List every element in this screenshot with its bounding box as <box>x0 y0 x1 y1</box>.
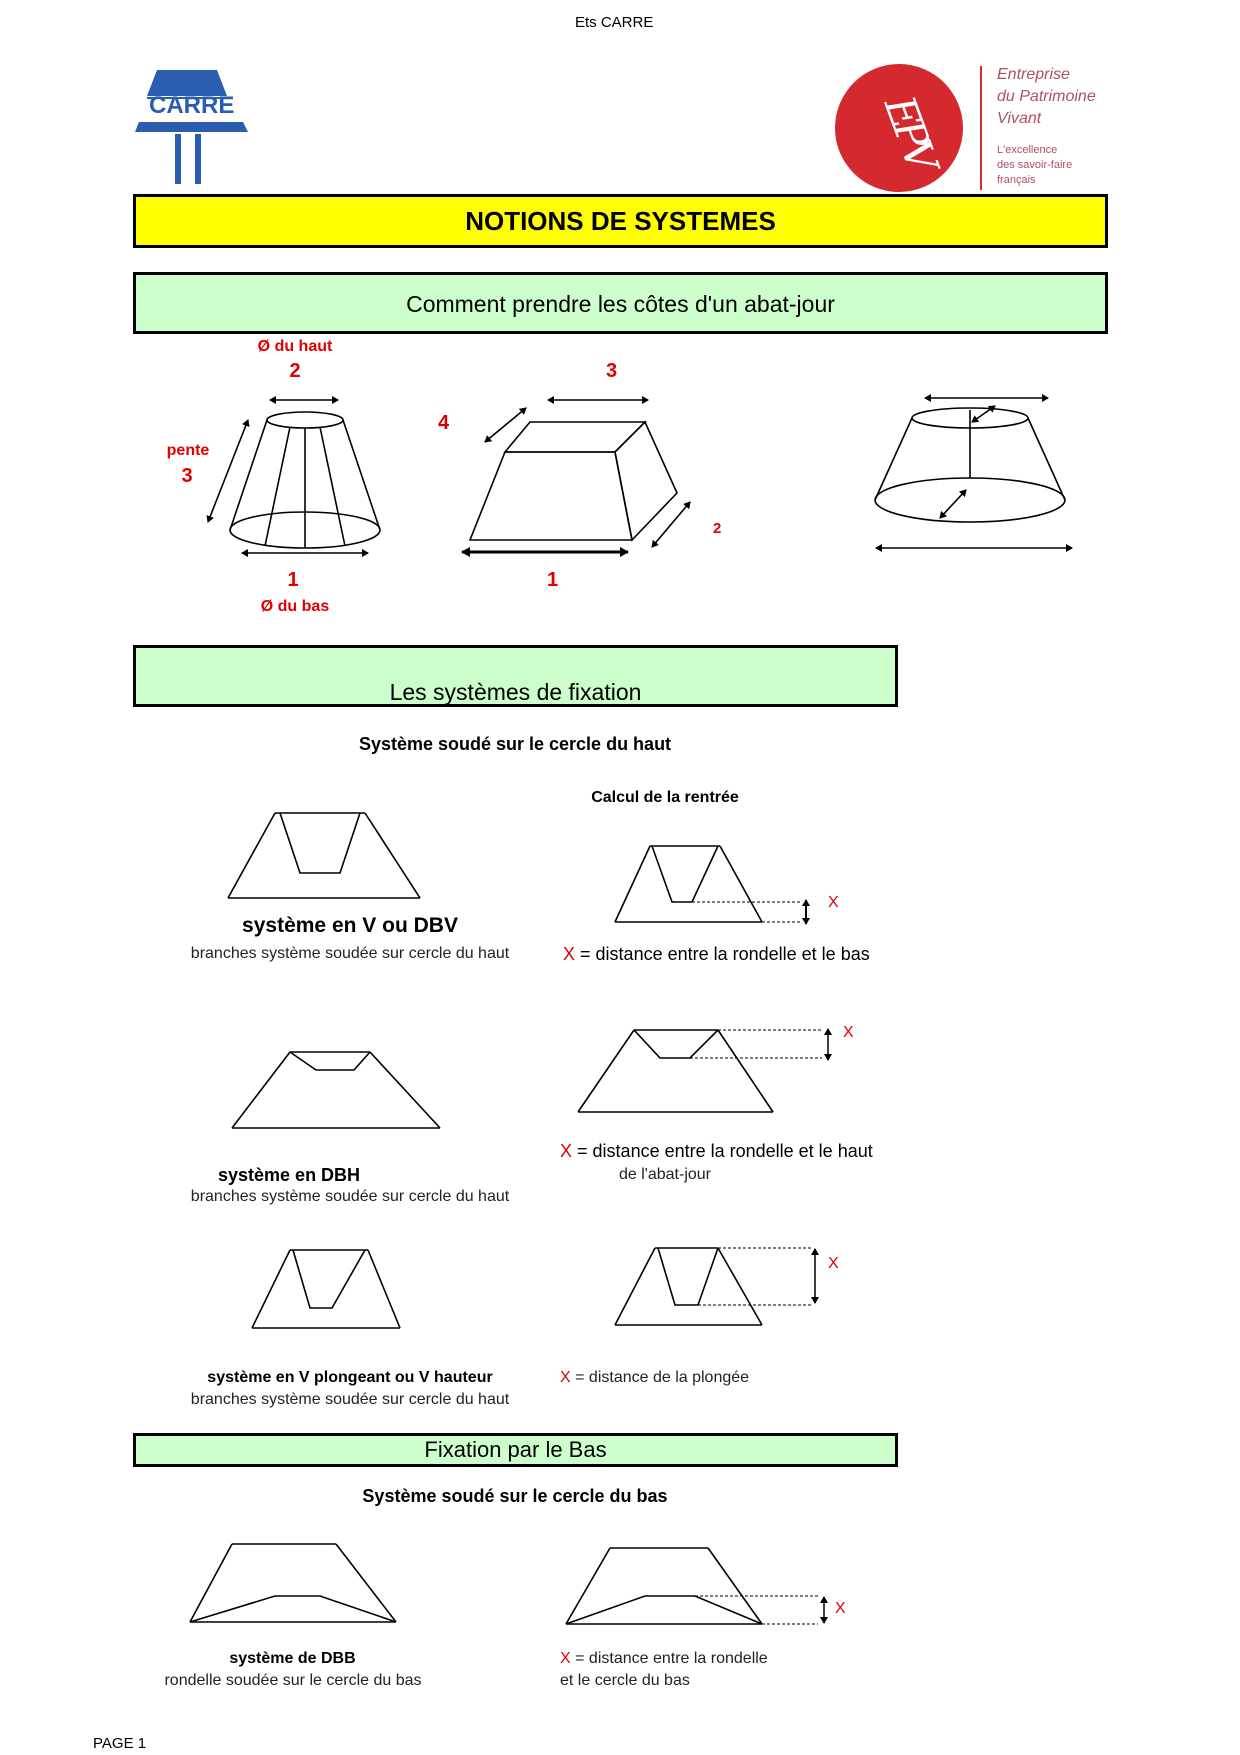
row2-x-desc: = distance entre la rondelle et le haut <box>577 1141 873 1161</box>
row3-x-desc: = distance de la plongée <box>575 1369 750 1386</box>
calc-title: Calcul de la rentrée <box>591 789 739 806</box>
row2-x-mark: X <box>843 1024 854 1041</box>
row1-x-label: X <box>563 944 576 964</box>
v-system-drawing <box>228 813 420 898</box>
row2-x-label: X <box>560 1141 573 1161</box>
bottom-desc: rondelle soudée sur le cercle du bas <box>164 1672 422 1689</box>
row3-name: système en V plongeant ou V hauteur <box>207 1369 493 1386</box>
header-company: Ets CARRE <box>575 14 654 31</box>
epv-line6: français <box>997 174 1036 186</box>
row2-x-desc-line <box>560 1141 873 1162</box>
cone-top-label: Ø du haut <box>257 338 333 355</box>
rect-num-3: 3 <box>606 360 618 382</box>
cone-top-num: 2 <box>289 360 301 382</box>
dbh-system-drawing <box>232 1052 440 1128</box>
row1-x-mark: X <box>828 894 839 911</box>
page-number: PAGE 1 <box>93 1735 147 1752</box>
rect-num-2: 2 <box>713 520 722 537</box>
bottom-x-mark: X <box>835 1600 846 1617</box>
v-calc-drawing <box>615 846 806 924</box>
row3-x-desc-line <box>560 1369 749 1387</box>
cone-shade-drawing <box>208 400 380 553</box>
epv-line4: L'excellence <box>997 144 1058 156</box>
row1-desc: branches système soudée sur cercle du haut <box>190 945 510 962</box>
dbh-calc-drawing <box>578 1029 828 1112</box>
v-plunge-calc-drawing <box>615 1248 815 1325</box>
dbb-system-drawing <box>190 1544 396 1622</box>
v-plunge-drawing <box>252 1250 400 1328</box>
cone-side-num: 3 <box>181 465 193 487</box>
row1-name: système en V ou DBV <box>242 914 458 937</box>
bottom-heading-box <box>133 1433 898 1467</box>
fixation-subheading: Système soudé sur le cercle du haut <box>358 734 672 754</box>
rect-num-4: 4 <box>438 412 450 434</box>
bottom-x-desc: = distance entre la rondelle <box>575 1650 768 1667</box>
epv-line3: Vivant <box>997 110 1042 127</box>
cone-bottom-num: 1 <box>287 569 299 591</box>
rect-num-1: 1 <box>547 569 559 591</box>
row3-desc: branches système soudée sur cercle du haut <box>190 1391 510 1408</box>
bottom-subheading: Système soudé sur le cercle du bas <box>362 1486 668 1506</box>
bottom-x-desc2: et le cercle du bas <box>560 1672 690 1689</box>
rect-shade-drawing <box>462 400 690 552</box>
cone-bottom-label: Ø du bas <box>260 598 330 615</box>
row3-x-mark: X <box>828 1255 839 1272</box>
oval-shade-drawing <box>875 398 1072 548</box>
cone-side-label: pente <box>166 442 210 459</box>
dbb-calc-drawing <box>566 1548 824 1624</box>
row2-desc: branches système soudée sur cercle du haut <box>190 1188 510 1205</box>
epv-line1: Entreprise <box>997 66 1070 83</box>
row3-x-label: X <box>560 1369 571 1386</box>
row2-name: système en DBH <box>218 1165 361 1185</box>
epv-line5: des savoir-faire <box>997 159 1073 171</box>
bottom-name: système de DBB <box>229 1650 356 1667</box>
fixation-heading-box <box>133 645 898 707</box>
fixation-heading: Les systèmes de fixation <box>389 679 642 705</box>
bottom-x-desc-line <box>560 1650 768 1668</box>
page-title: NOTIONS DE SYSTEMES <box>465 206 776 236</box>
row2-x-desc2: de l'abat-jour <box>619 1166 711 1183</box>
row1-x-desc: = distance entre la rondelle et le bas <box>580 944 870 964</box>
bottom-heading: Fixation par le Bas <box>424 1437 607 1462</box>
carre-logo-text: CARRE <box>149 92 235 119</box>
measure-heading: Comment prendre les côtes d'un abat-jour <box>406 291 835 317</box>
epv-line2: du Patrimoine <box>997 88 1096 105</box>
epv-letters: EPV <box>874 89 946 174</box>
row1-x-desc-line <box>563 944 870 965</box>
bottom-x-label: X <box>560 1650 571 1667</box>
